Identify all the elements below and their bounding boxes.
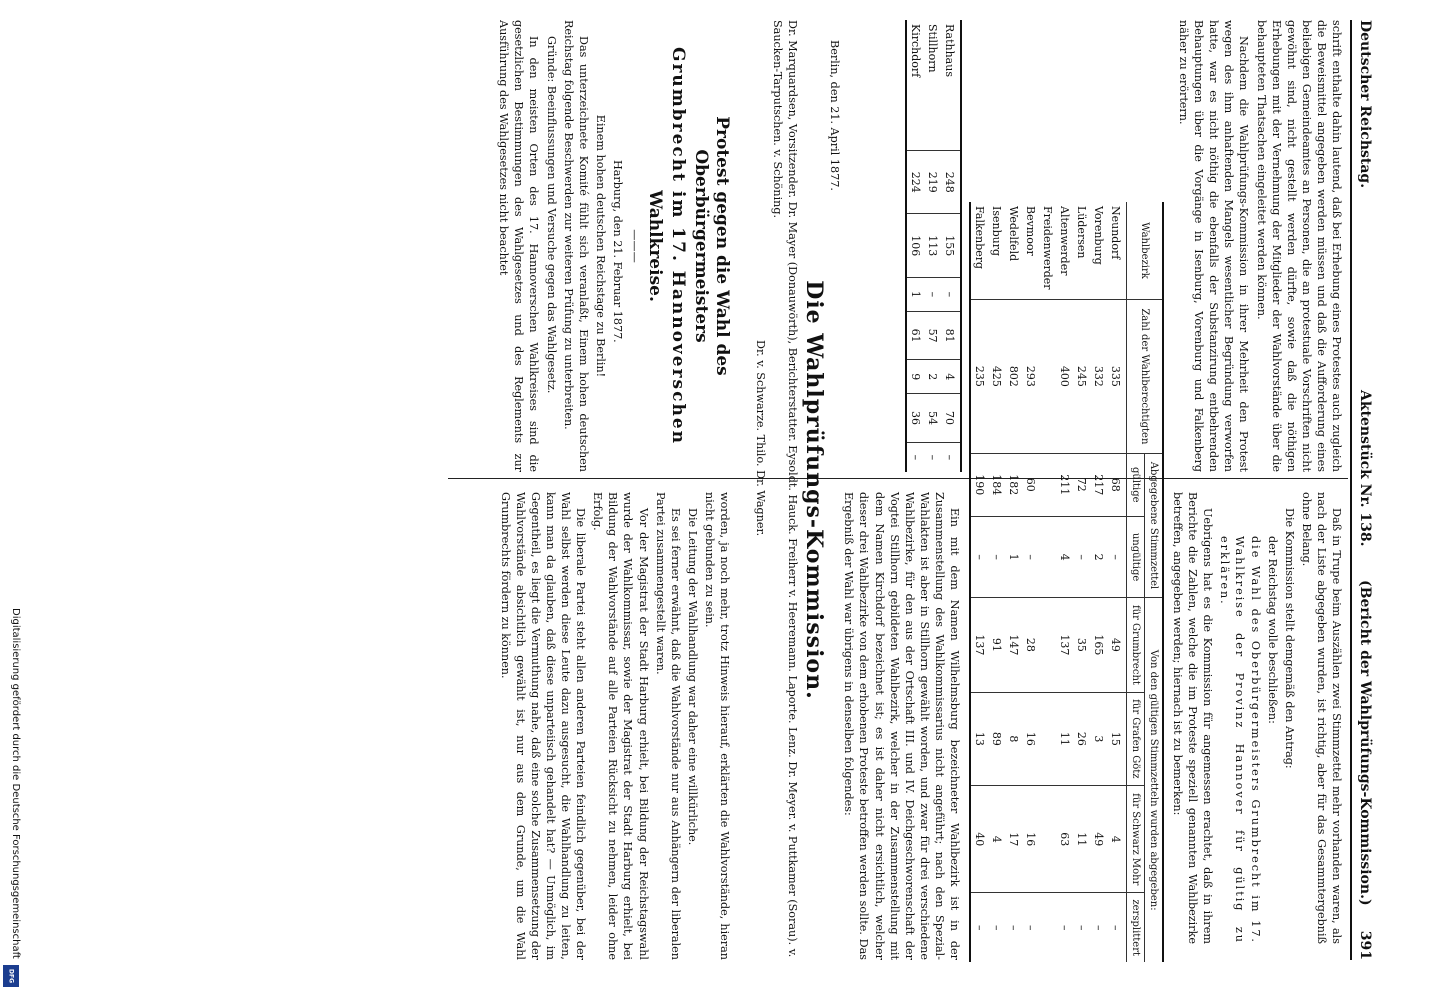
table-cell-c1: 35	[1073, 598, 1090, 692]
table-row	[1073, 202, 1090, 962]
table-cell-c2: 11	[1056, 692, 1073, 786]
header-document-number: Aktenstück Nr. 138.	[1357, 390, 1373, 547]
table-row	[906, 20, 924, 472]
table-cell-eligible: 335	[1107, 300, 1127, 454]
dfg-logo: DFG	[3, 965, 19, 987]
credit-text: Digitalisierung gefördert durch die Deutsche Forschungsgemeinschaft	[10, 608, 21, 959]
paragraph: der Reichstag wolle beschließen:	[1265, 536, 1279, 724]
paragraph: schrift enthalte dahin lautend, daß bei Erhebung eines Protestes auch zugleich die Beweismittel angegeben werden müssen und daß die Aufforderung eines beliebigen Gemeindeamtes an Personen, die an protestuale Vorschriften nicht gewöhnt sind, nicht gestellt werden dürfte, sowie daß die nöthigen Erhebungen mit der Vernehmung der Mitglieder der Wahlvorstände über die behaupteten Thatsachen eingeleitet werden können.	[1254, 20, 1343, 472]
table-cell-c4: –	[1090, 893, 1107, 962]
table-row	[1107, 202, 1127, 962]
table-cell-eligible: 245	[1073, 300, 1090, 454]
table-header-cast: Abgegebene Stimmzettel	[1145, 453, 1164, 598]
table-cell-c3	[1039, 786, 1056, 893]
table-cell-invalid: –	[924, 277, 941, 311]
table-cell-c4: –	[1005, 893, 1022, 962]
table-cell-c1: 137	[970, 598, 988, 692]
table-row	[1005, 202, 1022, 962]
table-cell-valid: 184	[988, 453, 1005, 516]
paragraph: Die Kommission stellt demgemäß den Antrag:	[1282, 508, 1296, 769]
table-cell-valid: 211	[1056, 453, 1073, 516]
table-cell-c2: 3	[1090, 692, 1107, 786]
table-cell-district: Neundorf	[1109, 206, 1122, 260]
commission-title: Die Wahlprüfungs-Kommission.	[800, 280, 827, 700]
table-cell-c1: 165	[1090, 598, 1107, 692]
table-cell-district: Bevmoor	[1024, 206, 1037, 256]
rotated-document-page	[72, 12, 1372, 967]
table-cell-c3: 40	[970, 786, 988, 893]
table-cell-c1: 61	[906, 311, 924, 360]
paragraph: Nachdem die Wahlprüfungs-Kommission in ihrer Mehrheit den Protest wegen des ihm anhaftenden Mangels wesentlicher Begründung verworfen hatte, war es nicht nöthig die ebenfalls der Substanzirung entbehrenden Behauptungen über die Vorgänge in Isenburg, Vorenburg und Falkenberg näher zu erörtern.	[1177, 20, 1251, 472]
table-cell-invalid: –	[970, 516, 988, 597]
table-cell-c1: 28	[1022, 598, 1039, 692]
table-cell-c4: –	[988, 893, 1005, 962]
paragraph: In den meisten Orten des 17. Hannoverschen Wahlkreises sind die gesetzlichen Bestimmungen des Wahlgesetzes und des Reglements zur Ausführung des Wahlgesetzes nicht beachtet	[497, 20, 541, 472]
table-cell-valid	[1039, 453, 1056, 516]
table-cell-valid: 217	[1090, 453, 1107, 516]
election-results-table-2	[905, 20, 962, 472]
table-cell-eligible: 224	[906, 151, 924, 214]
paragraph: Uebrigens hat es die Kommission für angemessen erachtet, daß in ihrem Berichte die Zahlen, welche die im Proteste speziell genannten Wahlbezirke betreffen, angegeben werden; hiernach ist zu bemerken:	[1171, 492, 1215, 944]
table-cell-c2: 8	[1005, 692, 1022, 786]
table-body	[970, 202, 1127, 962]
table-cell-c1: 49	[1107, 598, 1127, 692]
table-row	[1056, 202, 1073, 962]
table-header-candidate-2: für Grafen Götz	[1127, 692, 1145, 786]
paragraph: worden, ja noch mehr, trotz Hinweis hierauf, erklärten die Wahlvorstände, hieran nicht gebunden zu sein.	[702, 492, 731, 960]
table-cell-eligible: 235	[970, 300, 988, 454]
table-cell-c2: 4	[941, 360, 961, 394]
protest-left-column	[494, 20, 732, 472]
table-header-candidate-1: für Grumbrecht	[1127, 598, 1145, 692]
table-cell-c1: 91	[988, 598, 1005, 692]
protest-title-line-3: Wahlkreise.	[645, 190, 665, 302]
table-cell-district: Vorenburg	[1092, 206, 1105, 265]
table-cell-c2: 16	[1022, 692, 1039, 786]
protest-title-line-1: Protest gegen die Wahl des Oberbürgermeisters	[691, 116, 732, 376]
table-cell-c1: 147	[1005, 598, 1022, 692]
paragraph: Daß in Trupe beim Auszählen zwei Stimmzettel mehr vorhanden waren, als nach der Liste abgegeben wurden, ist richtig, aber für das Gesammtergebniß ohne Belang.	[1299, 492, 1343, 944]
table-cell-c2: 15	[1107, 692, 1127, 786]
table-cell-invalid: –	[1073, 516, 1090, 597]
table-cell-c2	[1039, 692, 1056, 786]
motion-text: die Wahl des Oberbürgermeisters Grumbrecht im 17. Wahlkreise der Provinz Hannover für gültig zu erklären.	[1218, 536, 1262, 944]
table-cell-invalid: 1	[1005, 516, 1022, 597]
table-row	[970, 202, 988, 962]
table-header-invalid: ungültige	[1127, 516, 1145, 597]
page-header	[1350, 20, 1372, 960]
table-cell-district: Lüdersen	[1075, 206, 1088, 259]
table-cell-c3: 4	[988, 786, 1005, 893]
right-column	[1168, 492, 1344, 944]
table-row	[1022, 202, 1039, 962]
table-cell-c2: 2	[924, 360, 941, 394]
table-cell-invalid: –	[1022, 516, 1039, 597]
table-cell-invalid: 2	[1090, 516, 1107, 597]
table-header-district: Wahlbezirk	[1127, 202, 1164, 300]
table-cell-district: Altenwerder	[1058, 206, 1071, 276]
table-cell-district: Freidenwerder	[1041, 206, 1054, 290]
table-body	[906, 20, 961, 472]
table-cell-invalid: 1	[906, 277, 924, 311]
table-cell-c3: 70	[941, 394, 961, 443]
protest-title-line-2: Grumbrecht im 17. Hannoverschen	[668, 46, 688, 446]
table-cell-invalid: –	[1107, 516, 1127, 597]
table-cell-eligible: 425	[988, 300, 1005, 454]
table-cell-district: Wedelfeld	[1007, 206, 1020, 262]
protest-place-date: Harburg, den 21. Februar 1877.	[610, 160, 624, 343]
table-cell-valid: 113	[924, 214, 941, 277]
table-cell-c1: 137	[1056, 598, 1073, 692]
table-cell-valid: 182	[1005, 453, 1022, 516]
table-row	[988, 202, 1005, 962]
election-results-table	[969, 202, 1164, 962]
table-cell-c3: 11	[1073, 786, 1090, 893]
left-column	[1174, 20, 1344, 472]
table-cell-c3: 54	[924, 394, 941, 443]
table-cell-invalid: –	[988, 516, 1005, 597]
table-row	[1090, 202, 1107, 962]
protest-grounds: Gründe: Beeinflussungen und Versuche gegen das Wahlgesetz.	[544, 36, 558, 394]
table-cell-eligible: 248	[941, 151, 961, 214]
table-cell-eligible: 802	[1005, 300, 1022, 454]
protest-address: Einem hohen deutschen Reichstage zu Berlin!	[593, 114, 607, 378]
paragraph: Vor der Magistrat der Stadt Harburg erhielt, bei Bildung der Reichstagswahl wurde der Wahlkommissar, sowie der Magistrat der Stadt Harburg erhielt, bei Bildung der Wahlvorstände auf alle Parteien Rücksicht zu nehmen, leider ohne Erfolg.	[591, 492, 650, 960]
paragraph: Das unterzeichnete Komité fühlt sich veranlaßt, Einem hohen deutschen Reichstag folgende Beschwerden zur weiteren Prüfung zu unterbreiten.	[561, 20, 590, 472]
table-cell-c4: –	[924, 442, 941, 472]
table-cell-c4: –	[941, 442, 961, 472]
table-header-scattered: zersplittert	[1127, 893, 1145, 962]
table-cell-valid: 155	[941, 214, 961, 277]
table-cell-valid: 68	[1107, 453, 1127, 516]
table-cell-c4: –	[1056, 893, 1073, 962]
table-header-eligible: Zahl der Wahlberechtigten	[1127, 300, 1164, 454]
table-cell-c4: –	[1073, 893, 1090, 962]
page-number: 391	[1357, 930, 1373, 960]
table-cell-eligible: 332	[1090, 300, 1107, 454]
paragraph: Es sei ferner erwähnt, daß die Wahlvorstände nur aus Anhängern der liberalen Partei zusammengestellt waren.	[653, 492, 682, 960]
table-cell-valid: 60	[1022, 453, 1039, 516]
table-cell-c2: 9	[906, 360, 924, 394]
signoff-place-date: Berlin, den 21. April 1877.	[828, 40, 841, 191]
table-cell-c2: 13	[970, 692, 988, 786]
table-cell-c4: –	[1022, 893, 1039, 962]
table-header-valid: gültige	[1127, 453, 1145, 516]
table-cell-c3: 36	[906, 394, 924, 443]
divider-dash: ———	[628, 229, 641, 263]
table-cell-c3: 16	[1022, 786, 1039, 893]
table-cell-c2: 89	[988, 692, 1005, 786]
commission-members-cont: Dr. v. Schwarze. Thilo. Dr. Wagner.	[753, 340, 767, 537]
table-cell-c1	[1039, 598, 1056, 692]
table-cell-c4: –	[970, 893, 988, 962]
paragraph: Ein mit dem Namen Wilhelmsburg bezeichneter Wahlbezirk ist in der Zusammenstellung des Wahlkommissarius nicht angeführt; nach den Spezial-Wahlakten ist aber in Stillhorn gewählt worden, und zwar für drei verschiedene Wahlbezirke, für den aus der Ortschaft III. und IV. Deichgeschworenschaft der Vogtei Stillhorn gebildeten Wahlbezirk, welcher in der Zusammenstellung mit dem Namen Kirchdorf bezeichnet ist; es ist daher nicht ersichtlich, welcher dieser drei Wahlbezirke von dem erhobenen Proteste betroffen werden sollte. Das Ergebniß der Wahl war übrigens in denselben folgendes:	[842, 492, 961, 960]
table-cell-eligible: 219	[924, 151, 941, 214]
table-cell-c3: 4	[1107, 786, 1127, 893]
left-lower-column	[905, 20, 962, 472]
table-cell-valid: 72	[1073, 453, 1090, 516]
table-cell-c4: –	[906, 442, 924, 472]
right-lower-column	[839, 492, 962, 960]
table-cell-eligible: 400	[1056, 300, 1073, 454]
protest-right-column	[496, 492, 732, 960]
table-cell-invalid: –	[941, 277, 961, 311]
table-cell-c3: 63	[1056, 786, 1073, 893]
header-publication: Deutscher Reichstag.	[1357, 20, 1373, 189]
table-cell-district: Stillhorn	[926, 24, 939, 73]
table-cell-c1: 81	[941, 311, 961, 360]
table-cell-district: Kirchdorf	[909, 24, 922, 78]
column-divider	[448, 478, 1348, 479]
table-cell-c4: –	[1107, 893, 1127, 962]
table-cell-invalid	[1039, 516, 1056, 597]
table-cell-eligible: 293	[1022, 300, 1039, 454]
table-cell-district: Rathhaus	[943, 24, 956, 77]
table-cell-district: Isenburg	[990, 206, 1003, 257]
table-cell-c3: 49	[1090, 786, 1107, 893]
table-cell-district: Falkenberg	[973, 206, 986, 270]
table-cell-invalid: 4	[1056, 516, 1073, 597]
paragraph: Die Leitung der Wahlhandlung war daher eine willkürliche.	[685, 508, 699, 846]
table-cell-c3: 17	[1005, 786, 1022, 893]
table-row	[1039, 202, 1056, 962]
commission-members: Dr. Marquardsen, Vorsitzender. Dr. Mayer (Donauwörth), Berichterstatter. Eysoldt. Hauck. Freiherr v. Heeremann. Laporte. Lenz. Dr. Meyer. v. Puttkamer (Sorau). v. Saucken-Tarputschen. v. Schöning.	[770, 20, 799, 958]
table-row	[941, 20, 961, 472]
digitization-credit	[1, 0, 25, 1000]
paragraph: Die liberale Partei steht allen anderen Parteien feindlich gegenüber, bei der Wahl selbst werden diese Leute dazu ausgesucht, die Wahlhandlung zu leiten, kann man da glauben, daß diese unparteiisch gehandelt hat? — Unmöglich, im Gegentheil, es liegt die Vermuthung nahe, daß eine solche Zusammensetzung der Wahlvorstände absichtlich gewählt ist, nur aus dem Grunde, um die Wahl Grumbrechts fördern zu können.	[498, 492, 588, 960]
table-header-for-group: Von den gültigen Stimmzetteln wurden abgegeben:	[1145, 598, 1164, 962]
header-section: (Bericht der Wahlprüfungs-Kommission.)	[1357, 580, 1373, 906]
table-cell-eligible	[1039, 300, 1056, 454]
table-cell-c2: 26	[1073, 692, 1090, 786]
table-cell-valid: 106	[906, 214, 924, 277]
table-cell-valid: 190	[970, 453, 988, 516]
table-cell-c4	[1039, 893, 1056, 962]
table-header-candidate-3: für Schwarz Mohr	[1127, 786, 1145, 893]
signoff-section	[751, 20, 842, 960]
table-row	[924, 20, 941, 472]
table-cell-c1: 57	[924, 311, 941, 360]
